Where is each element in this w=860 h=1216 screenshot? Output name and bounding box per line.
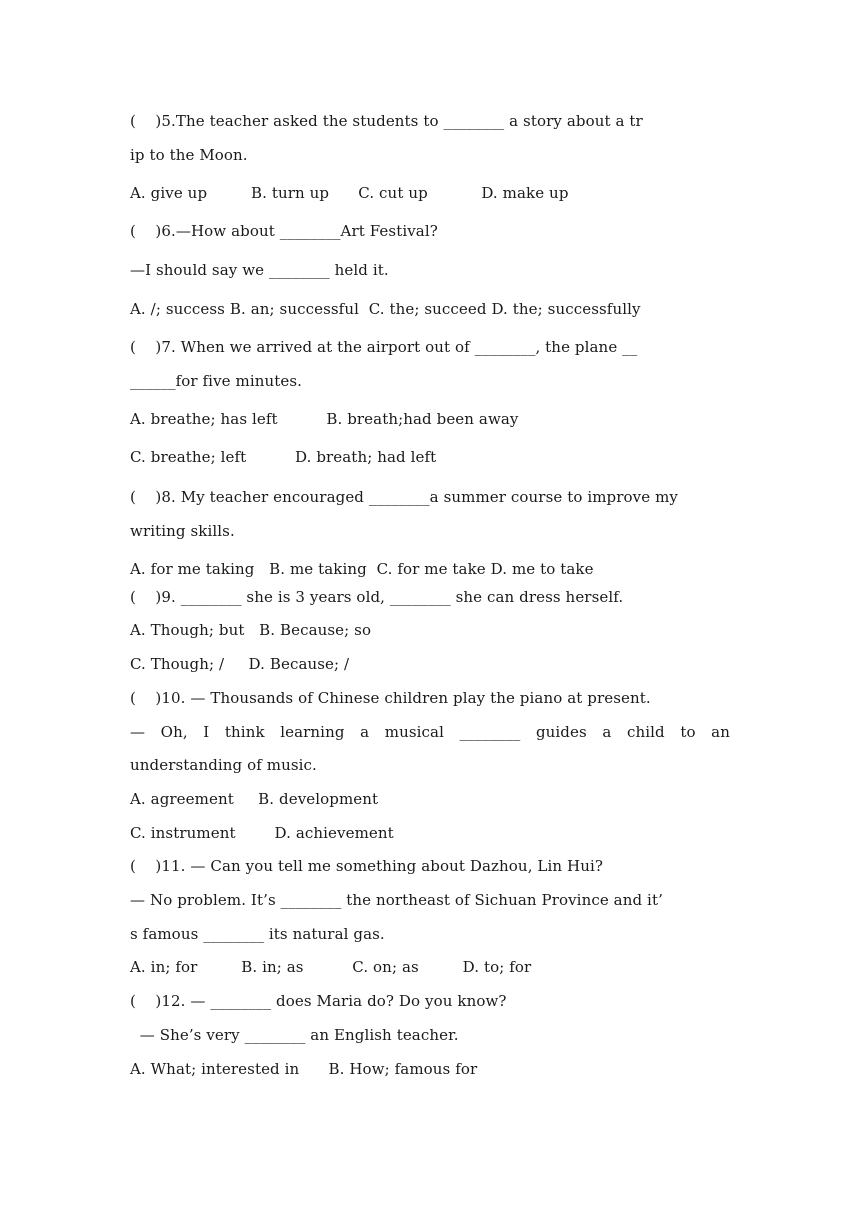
question-12-options: A. What; interested in B. How; famous for — [130, 1060, 478, 1078]
question-10-line-3: understanding of music. — [130, 756, 317, 774]
question-7-options-ab: A. breathe; has left B. breath;had been away — [130, 410, 519, 428]
question-5-options: A. give up B. turn up C. cut up D. make up — [130, 184, 569, 202]
question-11-options: A. in; for B. in; as C. on; as D. to; for — [130, 958, 532, 976]
question-11-line-1: ( )11. — Can you tell me something about Dazhou, Lin Hui? — [130, 857, 603, 875]
question-5-line-1: ( )5.The teacher asked the students to ________ a story about a tr — [130, 112, 643, 130]
question-10-line-1: ( )10. — Thousands of Chinese children play the piano at present. — [130, 689, 651, 707]
question-10-options-cd: C. instrument D. achievement — [130, 824, 394, 842]
question-9-line-1: ( )9. ________ she is 3 years old, ________ she can dress herself. — [130, 588, 624, 606]
question-9-options-ab: A. Though; but B. Because; so — [130, 621, 372, 639]
question-7-line-1: ( )7. When we arrived at the airport out of ________, the plane __ — [130, 338, 638, 356]
question-8-line-1: ( )8. My teacher encouraged ________a summer course to improve my — [130, 488, 678, 506]
question-6-line-2: —I should say we ________ held it. — [130, 261, 389, 279]
question-6-options: A. /; success B. an; successful C. the; succeed D. the; successfully — [130, 300, 641, 318]
question-8-line-2: writing skills. — [130, 522, 235, 540]
question-9-options-cd: C. Though; / D. Because; / — [130, 655, 350, 673]
question-5-line-2: ip to the Moon. — [130, 146, 248, 164]
question-11-line-2: — No problem. It’s ________ the northeast of Sichuan Province and it’ — [130, 891, 663, 909]
question-12-line-1: ( )12. — ________ does Maria do? Do you know? — [130, 992, 507, 1010]
question-8-options: A. for me taking B. me taking C. for me take D. me to take — [130, 560, 594, 578]
question-12-line-2: — She’s very ________ an English teacher. — [130, 1026, 459, 1044]
question-10-line-2: — Oh, I think learning a musical ________ guides a child to an — [130, 723, 730, 741]
question-6-line-1: ( )6.—How about ________Art Festival? — [130, 222, 438, 240]
question-11-line-3: s famous ________ its natural gas. — [130, 925, 385, 943]
question-10-options-ab: A. agreement B. development — [130, 790, 379, 808]
question-7-options-cd: C. breathe; left D. breath; had left — [130, 448, 437, 466]
question-7-line-2: ______for five minutes. — [130, 372, 303, 390]
